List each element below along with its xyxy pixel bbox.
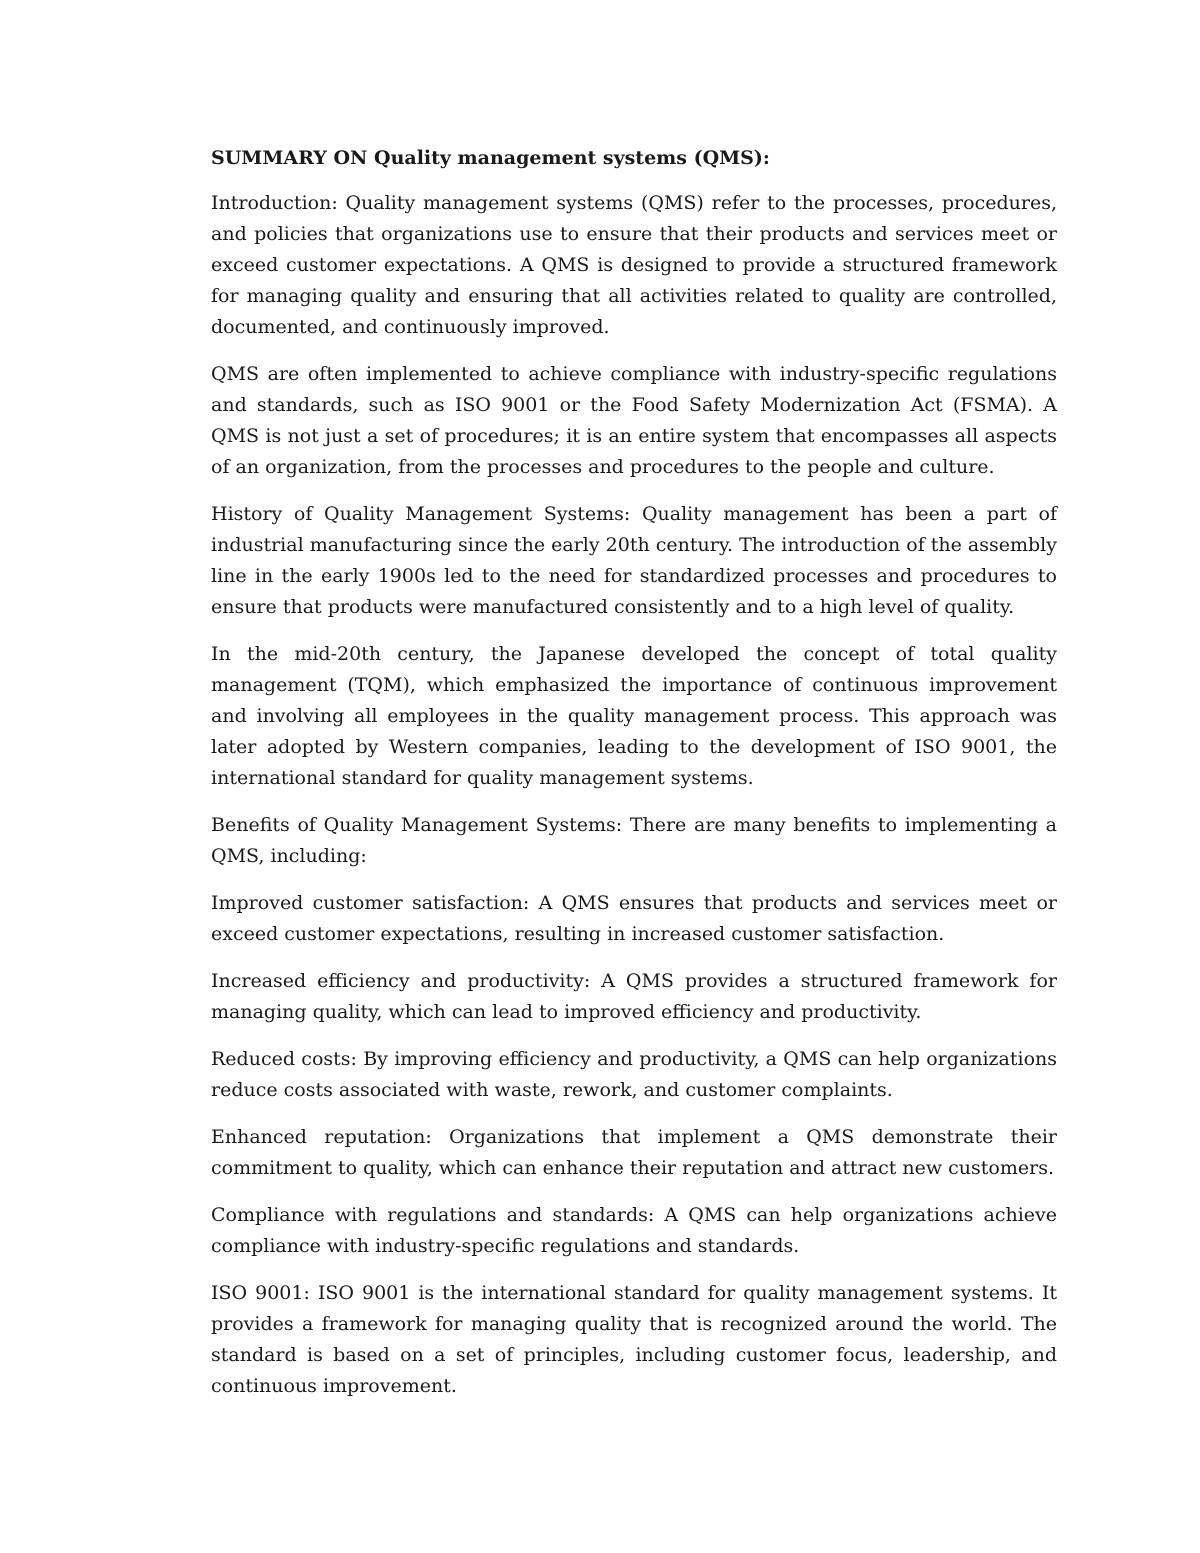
paragraph-efficiency: Increased efficiency and productivity: A QMS provides a structured framework for managing quality, which can lead to improved efficiency and productivity. — [211, 970, 1057, 1023]
paragraph-reputation: Enhanced reputation: Organizations that implement a QMS demonstrate their commitment to quality, which can enhance their reputation and attract new customers. — [211, 1126, 1057, 1179]
document-title: SUMMARY ON Quality management systems (QMS): — [211, 147, 770, 169]
paragraph-tqm: In the mid-20th century, the Japanese developed the concept of total quality management (TQM), which emphasized the importance of continuous improvement and involving all employees in the quality management process. This approach was later adopted by Western companies, leading to the development of ISO 9001, the international standard for quality management systems. — [211, 643, 1057, 789]
paragraph-benefits-intro: Benefits of Quality Management Systems: There are many benefits to implementing a QMS, including: — [211, 814, 1057, 867]
paragraph-history: History of Quality Management Systems: Quality management has been a part of industrial manufacturing since the early 20th century. The introduction of the assembly line in the early 1900s led to the need for standardized processes and procedures to ensure that products were manufactured consistently and to a high level of quality. — [211, 503, 1057, 618]
paragraph-reduced-costs: Reduced costs: By improving efficiency and productivity, a QMS can help organizations reduce costs associated with waste, rework, and customer complaints. — [211, 1048, 1057, 1101]
paragraph-compliance: QMS are often implemented to achieve compliance with industry-specific regulations and standards, such as ISO 9001 or the Food Safety Modernization Act (FSMA). A QMS is not just a set of procedures; it is an entire system that encompasses all aspects of an organization, from the processes and procedures to the people and culture. — [211, 363, 1057, 478]
paragraph-iso-9001: ISO 9001: ISO 9001 is the international standard for quality management systems. It provides a framework for managing quality that is recognized around the world. The standard is based on a set of principles, including customer focus, leadership, and continuous improvement. — [211, 1282, 1057, 1397]
paragraph-customer-satisfaction: Improved customer satisfaction: A QMS ensures that products and services meet or exceed customer expectations, resulting in increased customer satisfaction. — [211, 892, 1057, 945]
paragraph-introduction: Introduction: Quality management systems (QMS) refer to the processes, procedures, and policies that organizations use to ensure that their products and services meet or exceed customer expectations. A QMS is designed to provide a structured framework for managing quality and ensuring that all activities related to quality are controlled, documented, and continuously improved. — [211, 192, 1057, 338]
document-body — [211, 143, 1057, 1418]
paragraph-regulations: Compliance with regulations and standards: A QMS can help organizations achieve compliance with industry-specific regulations and standards. — [211, 1204, 1057, 1257]
